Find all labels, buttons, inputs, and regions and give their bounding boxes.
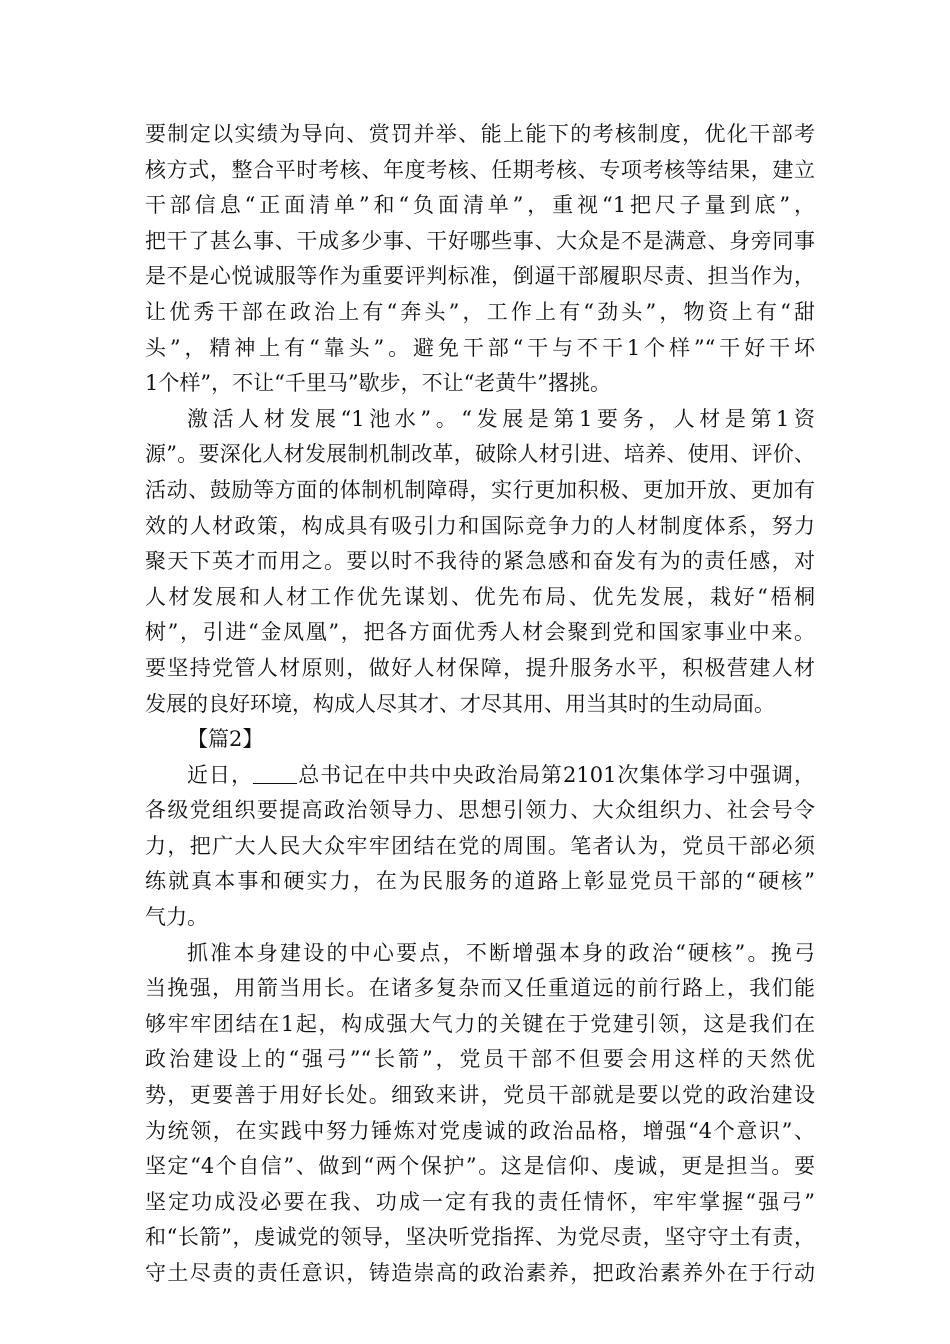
text-line: 活动、鼓励等方面的体制机制障碍，实行更加积极、更加开放、更加有 (145, 477, 815, 502)
text-line: 1个样”，不让“千里马”歇步，不让“老黄牛”撂挑。 (145, 371, 612, 396)
paragraph-3 (145, 758, 815, 936)
text-line: 人材发展和人材工作优先谋划、优先布局、优先发展，栽好“梧桐 (145, 584, 815, 609)
text-line: 头”，精神上有“靠头”。避免干部“干与不干1个样”“干好干坏 (145, 335, 815, 360)
text-line: 效的人材政策，构成具有吸引力和国际竞争力的人材制度体系，努力 (145, 513, 815, 538)
text-line: 坚定“4个自信”、做到“两个保护”。这是信仰、虔诚，更是担当。要 (145, 1154, 815, 1179)
text-segment: 近日， (187, 762, 254, 787)
text-line: 政治建设上的“强弓”“长箭”，党员干部不但要会用这样的天然优 (145, 1047, 815, 1072)
text-line: 各级党组织要提高政治领导力、思想引领力、大众组织力、社会号令 (145, 798, 815, 823)
name-blank (253, 761, 297, 784)
paragraph-2 (145, 402, 815, 722)
text-line: 要坚持党管人材原则，做好人材保障，提升服务水平，积极营建人材 (145, 655, 815, 680)
text-line: 练就真本事和硬实力，在为民服务的道路上彰显党员干部的“硬核” (145, 869, 815, 894)
text-line: 发展的良好环境，构成人尽其才、才尽其用、用当其时的生动局面。 (145, 691, 775, 716)
text-line: 源”。要深化人材发展制机制改革，破除人材引进、培养、使用、评价、 (145, 442, 815, 467)
text-line: 势，更要善于用好长处。细致来讲，党员干部就是要以党的政治建设 (145, 1083, 815, 1108)
text-line: 抓准本身建设的中心要点，不断增强本身的政治“硬核”。挽弓 (187, 940, 815, 965)
text-line: 是不是心悦诚服等作为重要评判标准，倒逼干部履职尽责、担当作为， (145, 264, 815, 289)
text-line: 激活人材发展“1池水”。“发展是第1要务，人材是第1资 (187, 406, 815, 431)
text-line: 力，把广大人民大众牢牢团结在党的周围。笔者认为，党员干部必须 (145, 833, 815, 858)
text-line: 把干了甚么事、干成多少事、干好哪些事、大众是不是满意、身旁同事 (145, 228, 815, 253)
text-line: 守土尽责的责任意识，铸造崇高的政治素养，把政治素养外在于行动 (145, 1261, 815, 1285)
paragraph-4 (145, 936, 815, 1292)
paragraph-1 (145, 117, 815, 402)
text-line: 让优秀干部在政治上有“奔头”，工作上有“劲头”，物资上有“甜 (145, 299, 815, 324)
text-line: 干部信息“正面清单”和“负面清单”，重视“1把尺子量到底”， (145, 193, 815, 218)
text-line: 聚天下英才而用之。要以时不我待的紧急感和奋发有为的责任感，对 (145, 549, 815, 574)
text-line: 核方式，整合平时考核、年度考核、任期考核、专项考核等结果，建立 (145, 157, 815, 182)
text-line: 当挽强，用箭当用长。在诸多复杂而又任重道远的前行路上，我们能 (145, 976, 815, 1001)
section-heading: 【篇2】 (187, 727, 264, 752)
text-line: 树”，引进“金凤凰”，把各方面优秀人材会聚到党和国家事业中来。 (145, 620, 815, 645)
text-segment: 总书记在中共中央政治局第2101次集体学习中强调， (297, 762, 815, 787)
text-line-with-blank (145, 758, 815, 794)
text-line: 坚定功成没必要在我、功成一定有我的责任情怀，牢牢掌握“强弓” (145, 1189, 815, 1214)
text-line: 气力。 (145, 905, 208, 930)
text-line: 和“长箭”，虔诚党的领导，坚决听党指挥、为党尽责，坚守守土有责， (145, 1225, 815, 1250)
text-line: 要制定以实绩为导向、赏罚并举、能上能下的考核制度，优化干部考 (145, 122, 815, 146)
document-body (145, 117, 815, 1292)
text-line: 够牢牢团结在1起，构成强大气力的关键在于党建引领，这是我们在 (145, 1011, 815, 1036)
text-line: 为统领，在实践中努力锤炼对党虔诚的政治品格，增强“4个意识”、 (145, 1118, 815, 1143)
